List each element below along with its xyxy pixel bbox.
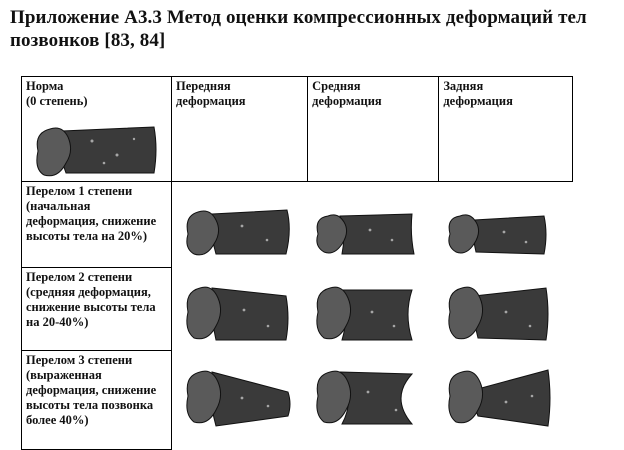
grade1-desc-line: высоты тела на 20%) <box>26 229 147 243</box>
grade3-label-cell <box>22 351 172 449</box>
grade2-desc-line: (средняя деформация, <box>26 284 151 299</box>
grade1-title: Перелом 1 степени <box>26 184 133 198</box>
grade3-title: Перелом 3 степени <box>26 353 133 368</box>
vertebra-images-grid <box>172 182 572 444</box>
middle-header-cell <box>308 77 439 182</box>
grade3-desc-line: деформация, снижение <box>26 383 157 398</box>
grade3-middle-image <box>317 371 412 424</box>
vertebra-deformation-table <box>21 76 573 450</box>
grade2-title: Перелом 2 степени <box>26 269 133 284</box>
grade2-desc-line: снижение высоты тела <box>26 299 156 314</box>
table-header-row <box>22 77 573 182</box>
column-header-posterior: Задняя <box>443 79 484 93</box>
norm-degree-label: (0 степень) <box>26 94 88 108</box>
column-header-anterior-sub: деформация <box>176 94 246 108</box>
column-header-posterior-sub: деформация <box>443 94 513 108</box>
page-title: Приложение А3.3 Метод оценки компрессионных деформаций тел позвонков [83, 84] <box>10 7 587 51</box>
norm-header-cell <box>22 77 172 182</box>
grade3-posterior-image <box>449 370 550 426</box>
grade1-desc-line: (начальная <box>26 199 91 213</box>
column-header-middle: Средняя <box>312 79 361 93</box>
column-header-anterior: Передняя <box>176 79 231 93</box>
grade3-desc-line: (выраженная <box>26 368 102 383</box>
table-row <box>22 182 573 268</box>
grade3-anterior-image <box>187 371 290 426</box>
column-header-middle-sub: деформация <box>312 94 382 108</box>
grade2-label-cell <box>22 267 172 351</box>
grade2-desc-line: на 20-40%) <box>26 314 89 329</box>
anterior-header-cell <box>172 77 308 182</box>
grade1-posterior-image <box>449 215 546 254</box>
grade1-middle-image <box>317 214 414 254</box>
norm-label: Норма <box>26 79 64 93</box>
grade3-desc-line: высоты тела позвонка <box>26 398 154 413</box>
posterior-header-cell <box>439 77 572 182</box>
grade2-anterior-image <box>187 287 288 340</box>
grade1-label-cell <box>22 182 172 268</box>
grade3-desc-line: более 40%) <box>26 413 89 428</box>
grade2-posterior-image <box>449 287 548 340</box>
grade2-middle-image <box>317 287 412 340</box>
vertebra-images-area <box>172 182 573 450</box>
grade1-desc-line: деформация, снижение <box>26 214 157 228</box>
normal-vertebra-image <box>22 111 171 181</box>
grade1-anterior-image <box>187 210 289 255</box>
